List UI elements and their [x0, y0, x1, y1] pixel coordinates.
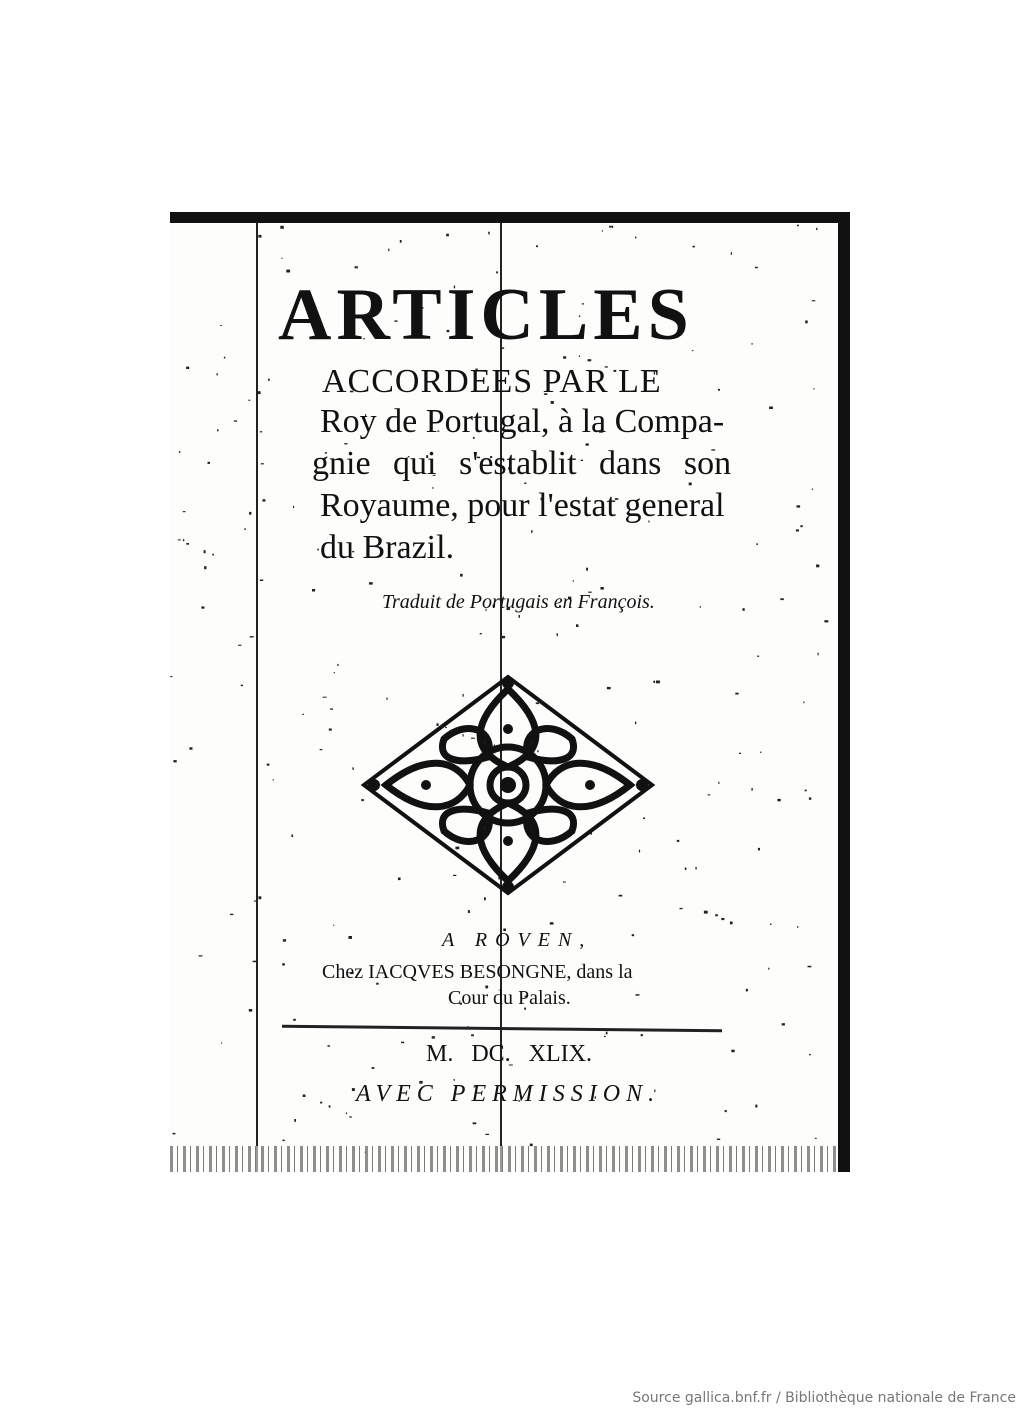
speckle-dot [751, 343, 752, 344]
speckle-dot [280, 226, 284, 229]
speckle-dot [700, 606, 701, 607]
speckle-dot [604, 1036, 606, 1037]
speckle-dot [291, 835, 293, 838]
speckle-dot [248, 400, 250, 401]
speckle-dot [695, 867, 696, 870]
speckle-dot [238, 645, 241, 646]
speckle-dot [217, 429, 219, 431]
speckle-dot [249, 512, 251, 515]
speckle-dot [601, 587, 604, 590]
speckle-dot [208, 462, 211, 464]
speckle-dot [803, 701, 804, 703]
speckle-dot [234, 420, 237, 421]
speckle-dot [708, 794, 711, 795]
speckle-dot [244, 528, 245, 530]
speckle-dot [258, 235, 261, 238]
speckle-dot [328, 1045, 330, 1047]
speckle-dot [755, 267, 758, 268]
subtitle-line-3: gnie qui s'establit dans son [312, 445, 732, 482]
speckle-dot [224, 357, 225, 359]
speckle-dot [260, 580, 263, 582]
speckle-dot [186, 543, 189, 545]
speckle-dot [809, 797, 811, 799]
speckle-dot [372, 1067, 375, 1069]
speckle-dot [531, 530, 533, 533]
speckle-dot [220, 325, 222, 326]
speckle-dot [808, 966, 812, 968]
speckle-dot [352, 1088, 355, 1091]
speckle-dot [170, 676, 172, 677]
speckle-dot [751, 788, 752, 791]
scanned-title-page [170, 212, 850, 1172]
speckle-dot [281, 258, 282, 259]
speckle-dot [320, 749, 323, 750]
translation-note: Traduit de Portugais en François. [382, 591, 655, 613]
speckle-dot [320, 1102, 322, 1104]
speckle-dot [283, 1140, 285, 1142]
speckle-dot [818, 653, 819, 656]
speckle-dot [241, 685, 243, 686]
speckle-dot [796, 529, 799, 531]
speckle-dot [718, 782, 719, 784]
speckle-dot [330, 708, 333, 709]
speckle-dot [824, 620, 828, 622]
speckle-dot [283, 939, 286, 941]
speckle-dot [355, 266, 358, 268]
speckle-dot [468, 910, 470, 913]
speckle-dot [260, 431, 262, 432]
speckle-dot [816, 565, 819, 568]
speckle-dot [797, 225, 799, 227]
speckle-dot [718, 389, 720, 391]
speckle-dot [334, 672, 335, 673]
speckle-dot [293, 1019, 296, 1021]
speckle-dot [813, 388, 814, 389]
speckle-dot [816, 228, 817, 230]
speckle-dot [717, 1139, 720, 1140]
speckle-dot [715, 914, 718, 916]
subtitle-line-4: Royaume, pour l'estat general [320, 487, 725, 524]
speckle-dot [178, 539, 181, 540]
speckle-dot [460, 574, 463, 577]
speckle-dot [797, 926, 798, 928]
subtitle-line-2: Roy de Portugal, à la Compa- [320, 403, 725, 440]
speckle-dot [573, 580, 574, 581]
speckle-dot [588, 359, 592, 361]
speckle-dot [173, 1133, 176, 1135]
speckle-dot [173, 760, 176, 762]
speckle-dot [519, 615, 520, 618]
speckle-dot [780, 598, 784, 600]
speckle-dot [267, 764, 270, 766]
speckle-dot [809, 1054, 811, 1055]
speckle-dot [632, 934, 634, 936]
speckle-dot [263, 499, 266, 501]
speckle-dot [349, 1116, 351, 1117]
speckle-dot [755, 1105, 757, 1108]
speckle-dot [725, 1110, 727, 1112]
speckle-dot [212, 554, 214, 556]
speckle-dot [480, 633, 482, 634]
speckle-dot [680, 908, 683, 909]
speckle-dot [273, 779, 274, 780]
speckle-dot [550, 922, 554, 924]
speckle-dot [346, 1113, 347, 1115]
speckle-dot [312, 589, 315, 592]
speckle-dot [329, 1105, 331, 1107]
speckle-dot [800, 525, 802, 527]
speckle-dot [641, 1034, 643, 1036]
speckle-dot [317, 549, 319, 551]
speckle-dot [250, 636, 254, 637]
speckle-dot [323, 697, 327, 698]
speckle-dot [204, 550, 206, 553]
speckle-dot [502, 636, 506, 638]
imprint-year: M. DC. XLIX. [426, 1041, 592, 1067]
speckle-dot [183, 511, 186, 512]
speckle-dot [204, 566, 206, 569]
speckle-dot [777, 799, 780, 801]
fleuron-ornament-icon [356, 669, 660, 901]
speckle-dot [329, 729, 332, 731]
speckle-dot [602, 230, 603, 231]
speckle-dot [635, 237, 636, 239]
page-fold-line [256, 223, 258, 1172]
speckle-dot [432, 1036, 435, 1038]
speckle-dot [797, 505, 801, 507]
speckle-dot [199, 955, 203, 956]
speckle-dot [183, 539, 184, 541]
source-credit: Source gallica.bnf.fr / Bibliothèque nationale de France [632, 1390, 1016, 1406]
speckle-dot [400, 240, 402, 243]
speckle-dot [735, 693, 738, 695]
speckle-dot [302, 714, 304, 715]
speckle-dot [348, 936, 352, 939]
speckle-dot [186, 367, 189, 369]
speckle-dot [731, 1050, 734, 1053]
speckle-dot [352, 767, 353, 769]
speckle-dot [685, 868, 687, 871]
speckle-dot [756, 543, 758, 545]
speckle-dot [293, 506, 294, 508]
speckle-dot [746, 989, 748, 992]
speckle-dot [485, 1134, 489, 1135]
speckle-dot [473, 1122, 477, 1124]
speckle-dot [333, 925, 334, 926]
speckle-dot [536, 245, 538, 247]
speckle-dot [586, 568, 588, 571]
speckle-dot [230, 914, 233, 915]
speckle-dot [739, 753, 741, 754]
page-title: ARTICLES [278, 274, 694, 356]
speckle-dot [730, 922, 733, 925]
speckle-dot [721, 918, 724, 920]
speckle-dot [471, 1034, 474, 1036]
speckle-dot [606, 1032, 608, 1035]
imprint-printer-line-2: Cour du Palais. [448, 987, 571, 1009]
speckle-dot [612, 226, 614, 228]
speckle-dot [815, 1138, 817, 1139]
speckle-dot [769, 407, 773, 410]
speckle-dot [221, 1042, 222, 1043]
speckle-dot [401, 1042, 404, 1044]
speckle-dot [704, 911, 708, 914]
subtitle-line-5: du Brazil. [320, 529, 455, 566]
speckle-dot [259, 896, 262, 899]
speckle-dot [693, 246, 695, 248]
speckle-dot [294, 1119, 296, 1122]
speckle-dot [760, 752, 761, 753]
speckle-dot [388, 249, 389, 252]
speckle-dot [282, 963, 285, 965]
speckle-dot [488, 232, 490, 235]
speckle-dot [576, 624, 578, 627]
speckle-dot [268, 379, 270, 381]
speckle-dot [805, 790, 807, 792]
imprint-printer-line-1: Chez IACQVES BESONGNE, dans la [322, 961, 633, 983]
scan-bottom-edge [170, 1146, 838, 1172]
speckle-dot [812, 300, 816, 301]
speckle-dot [189, 747, 192, 749]
speckle-dot [201, 606, 204, 608]
speckle-dot [677, 840, 680, 842]
speckle-dot [782, 1023, 785, 1025]
speckle-dot [303, 1095, 306, 1098]
speckle-dot [249, 1009, 252, 1012]
speckle-dot [217, 373, 218, 375]
speckle-dot [446, 234, 449, 237]
speckle-dot [636, 994, 640, 996]
speckle-dot [337, 664, 338, 666]
speckle-dot [768, 968, 769, 970]
speckle-dot [261, 463, 264, 464]
speckle-dot [743, 608, 745, 611]
speckle-dot [758, 848, 760, 851]
speckle-dot [557, 633, 558, 636]
speckle-dot [369, 582, 373, 584]
permission-line: AVEC PERMISSION. [356, 1081, 661, 1107]
speckle-dot [731, 252, 732, 255]
speckle-dot [770, 924, 771, 926]
speckle-dot [609, 226, 611, 228]
subtitle-line-1: ACCORDEES PAR LE [322, 363, 662, 400]
imprint-place: A ROVEN, [442, 929, 593, 951]
speckle-dot [757, 656, 759, 657]
speckle-dot [812, 489, 813, 490]
speckle-dot [805, 321, 808, 324]
speckle-dot [179, 451, 180, 453]
